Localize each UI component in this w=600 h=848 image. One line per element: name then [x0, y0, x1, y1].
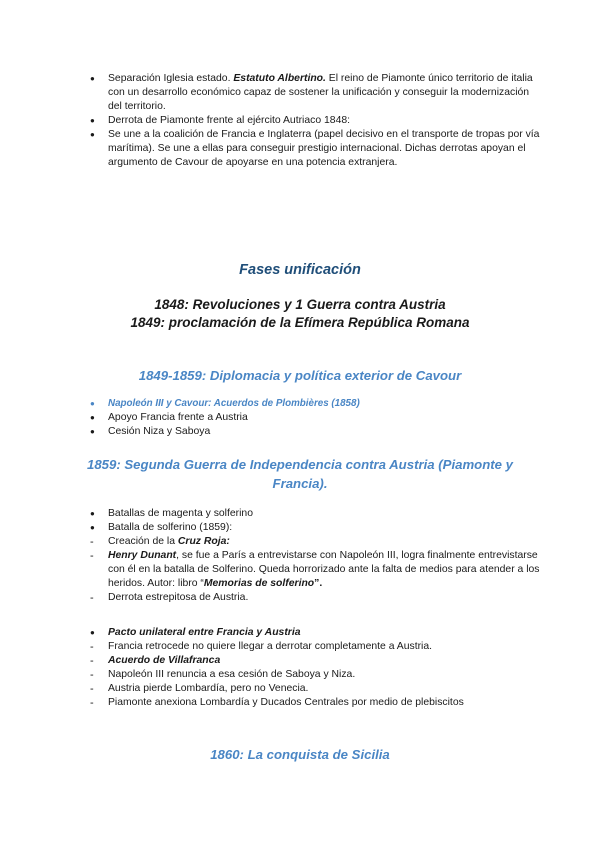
text-run: Batalla de solferino (1859): — [108, 522, 233, 533]
text-run: Batallas de magenta y solferino — [108, 508, 253, 519]
text-run: Creación de la — [108, 536, 178, 547]
list-item-text: Napoleón III y Cavour: Acuerdos de Plombières (1858) — [108, 398, 360, 409]
text-run: Henry Dunant — [108, 550, 177, 561]
list-item-text: Cesión Niza y Saboya — [108, 426, 211, 437]
list-item — [90, 654, 540, 668]
bullet-dash-icon — [90, 535, 104, 550]
bullet-dash-icon — [90, 682, 104, 697]
list-item — [90, 411, 540, 425]
bullet-dash-icon — [90, 640, 104, 655]
main-title: Fases unificación — [239, 262, 361, 278]
bullet-dot-icon — [90, 72, 104, 86]
list-item — [90, 535, 540, 549]
text-run: Cruz Roja: — [177, 536, 230, 547]
section-title-1849-1859: 1849-1859: Diplomacia y política exterior de Cavour — [138, 368, 462, 383]
list-item — [90, 425, 540, 439]
list-item — [90, 128, 540, 170]
text-run: Derrota estrepitosa de Austria. — [108, 592, 249, 603]
bullet-dot-icon — [90, 521, 104, 535]
text-run: Memorias de solferino — [203, 578, 315, 589]
subtitle-1848: 1848: Revoluciones y 1 Guerra contra Austria — [154, 297, 446, 312]
pacto-list — [90, 626, 540, 710]
list-item — [90, 114, 540, 128]
bullet-dash-icon — [90, 654, 104, 669]
bullet-dash-icon — [90, 696, 104, 711]
text-run: Estatuto Albertino. — [233, 73, 326, 84]
list-item — [90, 668, 540, 682]
diplomacy-list — [90, 397, 540, 439]
text-run: Pacto unilateral entre Francia y Austria — [108, 627, 301, 638]
bullet-dash-icon — [90, 668, 104, 683]
list-item — [90, 549, 540, 591]
list-item — [90, 591, 540, 605]
text-run: , se fue a París a entrevistarse con Napoleón III, logra finalmente entrevistarse con él en la batalla de Solferino. Queda horrorizado ante la falta de medios para atender a los heridos. Autor: libro “ — [108, 550, 540, 589]
subtitle-1849: 1849: proclamación de la Efímera República Romana — [130, 315, 470, 330]
bullet-dot-icon — [90, 397, 104, 411]
text-run: Derrota de Piamonte frente al ejército Autriaco 1848: — [108, 115, 351, 126]
section-title-1859: 1859: Segunda Guerra de Independencia contra Austria (Piamonte y Francia). — [86, 457, 514, 491]
bullet-dot-icon — [90, 425, 104, 439]
text-run: Napoleón III renuncia a esa cesión de Saboya y Niza. — [108, 669, 356, 680]
bullet-dot-icon — [90, 114, 104, 128]
section-title-1860: 1860: La conquista de Sicilia — [210, 747, 390, 762]
list-item — [90, 507, 540, 521]
bullet-dash-icon — [90, 591, 104, 606]
bullet-dash-icon — [90, 549, 104, 564]
bullet-dot-icon — [90, 626, 104, 640]
list-item — [90, 682, 540, 696]
list-item — [90, 640, 540, 654]
list-item — [90, 397, 540, 411]
bullet-dot-icon — [90, 411, 104, 425]
text-run: El reino de Piamonte único territorio de italia con un desarrollo económico capaz de sostener la unificación y conseguir la modernización del territorio. — [108, 73, 533, 112]
list-item — [90, 696, 540, 710]
text-run: Austria pierde Lombardía, pero no Venecia. — [108, 683, 309, 694]
bullet-dot-icon — [90, 128, 104, 142]
text-run: Se une a la coalición de Francia e Inglaterra (papel decisivo en el transporte de tropas por vía marítima). Se une a ellas para conseguir prestigio internacional. Dichas derrotas apoyan el argumento de Cavour de apoyarse en una potencia extranjera. — [108, 129, 540, 168]
text-run: ”. — [314, 578, 323, 589]
text-run: Piamonte anexiona Lombardía y Ducados Centrales por medio de plebiscitos — [108, 697, 464, 708]
bullet-dot-icon — [90, 507, 104, 521]
text-run: Separación Iglesia estado. — [108, 73, 234, 84]
list-item — [90, 72, 540, 114]
war-1859-list — [90, 507, 540, 605]
list-item — [90, 626, 540, 640]
text-run: Francia retrocede no quiere llegar a derrotar completamente a Austria. — [108, 641, 433, 652]
list-item — [90, 521, 540, 535]
list-item-text: Apoyo Francia frente a Austria — [108, 412, 248, 423]
intro-list — [90, 72, 540, 170]
text-run: Acuerdo de Villafranca — [108, 655, 221, 666]
